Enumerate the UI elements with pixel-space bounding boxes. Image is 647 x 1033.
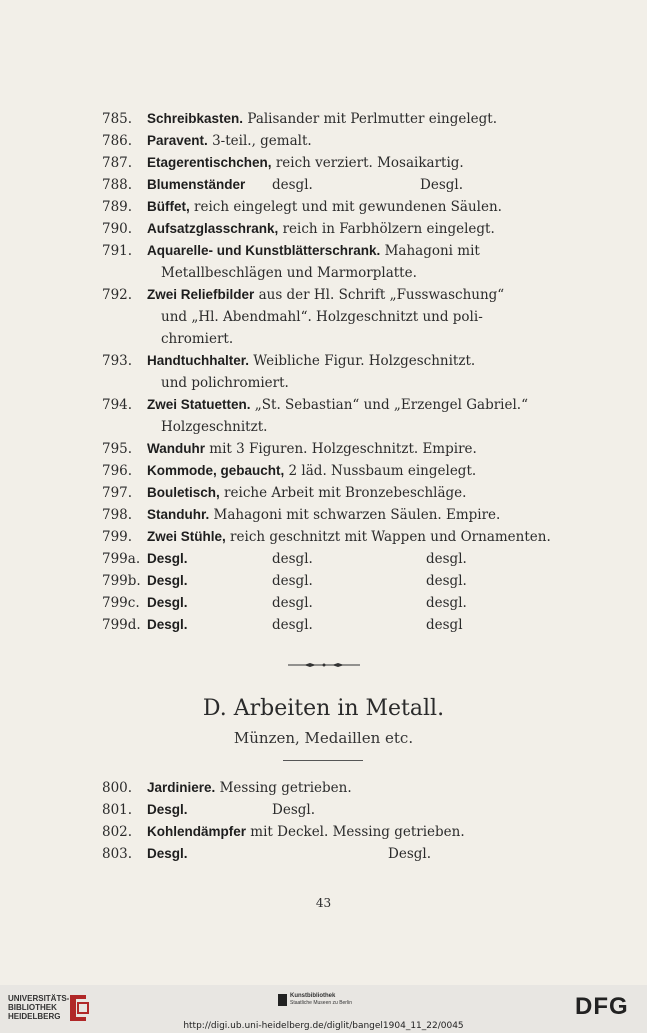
entry-description: aus der Hl. Schrift „Fusswaschung“ [254, 287, 505, 303]
entry-description: Mahagoni mit schwarzen Säulen. Empire. [209, 507, 501, 523]
ornament-divider [288, 662, 360, 668]
entry-description: 3-teil., gemalt. [207, 133, 312, 149]
entry-title: Etagerentischchen, [147, 155, 272, 170]
entry-text [147, 240, 552, 262]
entry-number: 800. [102, 780, 133, 796]
entry-description: Messing getrieben. [215, 780, 352, 796]
dfg-logo[interactable]: DFG [575, 993, 629, 1020]
entry-title: Blumenständer [147, 177, 246, 192]
entry-number: 803. [102, 846, 133, 862]
entry-text [147, 526, 552, 548]
entry-description: reich eingelegt und mit gewundenen Säulen. [189, 199, 502, 215]
entry-title: Büffet, [147, 199, 190, 214]
entry-number: 793. [102, 353, 133, 369]
entry-list-metal [102, 777, 552, 865]
entry-title: Desgl. [147, 595, 188, 610]
entry-description: 2 läd. Nussbaum eingelegt. [284, 463, 477, 479]
entry-text [147, 482, 552, 504]
entry-title: Desgl. [147, 617, 188, 632]
entry-title: Desgl. [147, 551, 188, 566]
entry-description: reich verziert. Mosaikartig. [271, 155, 464, 171]
entry-number: 799c. [102, 595, 140, 611]
entry-continuation: Holzgeschnitzt. [161, 419, 268, 435]
entry-number: 790. [102, 221, 133, 237]
entry-continuation: Metallbeschlägen und Marmorplatte. [161, 265, 417, 281]
catalog-entry [102, 548, 552, 570]
catalog-entry [102, 240, 552, 262]
entry-text [147, 174, 552, 196]
kb-logo-title: Kunstbibliothek [290, 993, 336, 999]
entry-number: 799. [102, 529, 133, 545]
catalog-entry [102, 108, 552, 130]
catalog-entry [102, 152, 552, 174]
page-number: 43 [315, 896, 332, 910]
entry-number: 794. [102, 397, 133, 413]
entry-text [147, 196, 552, 218]
ub-logo-line: UNIVERSITÄTS- [8, 994, 70, 1003]
ub-logo-line: HEIDELBERG [8, 1012, 61, 1021]
catalog-entry [102, 438, 552, 460]
ub-logo-line: BIBLIOTHEK [8, 1003, 57, 1012]
entry-title: Desgl. [147, 846, 188, 861]
kb-logo-subtitle: Staatliche Museen zu Berlin [290, 1000, 352, 1006]
entry-text [147, 218, 552, 240]
entry-title: Paravent. [147, 133, 208, 148]
entry-title: Standuhr. [147, 507, 210, 522]
entry-number: 799b. [102, 573, 141, 589]
entry-number: 798. [102, 507, 133, 523]
entry-number: 792. [102, 287, 133, 303]
entry-text [147, 799, 552, 821]
entry-number: 799d. [102, 617, 141, 633]
entry-number: 789. [102, 199, 133, 215]
entry-number: 802. [102, 824, 133, 840]
section-rule [283, 760, 363, 761]
entry-title: Aquarelle- und Kunstblätterschrank. [147, 243, 381, 258]
kunstbibliothek-icon [278, 994, 287, 1006]
entry-text [147, 108, 552, 130]
ditto-column-1: desgl. [272, 551, 313, 567]
entry-text [147, 130, 552, 152]
catalog-entry [102, 130, 552, 152]
ditto-column-1: desgl. [272, 177, 313, 193]
ditto-column-2: desgl. [426, 551, 467, 567]
entry-continuation: chromiert. [161, 331, 234, 347]
catalog-entry [102, 394, 552, 416]
entry-number: 788. [102, 177, 133, 193]
entry-list-furniture [102, 108, 552, 636]
entry-number: 799a. [102, 551, 141, 567]
catalog-entry [102, 592, 552, 614]
catalog-entry [102, 284, 552, 306]
ditto-column-2: desgl. [426, 573, 467, 589]
entry-title: Handtuchhalter. [147, 353, 250, 368]
entry-title: Aufsatzglasschrank, [147, 221, 279, 236]
catalog-entry [102, 570, 552, 592]
section-subtitle: Münzen, Medaillen etc. [233, 729, 414, 747]
entry-text [147, 394, 552, 416]
entry-text [147, 821, 552, 843]
catalog-entry [102, 843, 552, 865]
catalog-entry [102, 777, 552, 799]
entry-title: Bouletisch, [147, 485, 220, 500]
entry-description: mit 3 Figuren. Holzgeschnitzt. Empire. [205, 441, 477, 457]
entry-number: 801. [102, 802, 133, 818]
entry-text [147, 614, 552, 636]
ditto-column-2: desgl. [426, 595, 467, 611]
entry-title: Kommode, gebaucht, [147, 463, 285, 478]
entry-title: Zwei Reliefbilder [147, 287, 255, 302]
entry-title: Wanduhr [147, 441, 205, 456]
catalog-entry [102, 482, 552, 504]
catalog-entry [102, 614, 552, 636]
entry-title: Jardiniere. [147, 780, 216, 795]
entry-text [147, 504, 552, 526]
entry-continuation: und „Hl. Abendmahl“. Holzgeschnitzt und poli- [161, 309, 483, 325]
entry-description: mit Deckel. Messing getrieben. [246, 824, 465, 840]
entry-title: Schreibkasten. [147, 111, 244, 126]
entry-text [147, 460, 552, 482]
ditto-column-1: desgl. [272, 573, 313, 589]
entry-text [147, 284, 552, 306]
section-title: D. Arbeiten in Metall. [202, 696, 445, 721]
catalog-entry [102, 350, 552, 372]
entry-text [147, 548, 552, 570]
entry-description: Weibliche Figur. Holzgeschnitzt. [249, 353, 476, 369]
entry-title: Zwei Stühle, [147, 529, 226, 544]
entry-number: 785. [102, 111, 133, 127]
catalog-entry [102, 196, 552, 218]
entry-number: 797. [102, 485, 133, 501]
entry-description: Palisander mit Perlmutter eingelegt. [243, 111, 497, 127]
entry-text [147, 152, 552, 174]
kunstbibliothek-logo[interactable] [290, 993, 352, 1007]
entry-continuation: und polichromiert. [161, 375, 289, 391]
entry-description: Mahagoni mit [380, 243, 480, 259]
entry-text [147, 843, 552, 865]
entry-number: 787. [102, 155, 133, 171]
catalog-entry [102, 526, 552, 548]
entry-description: reich geschnitzt mit Wappen und Ornamenten. [225, 529, 551, 545]
catalog-entry [102, 821, 552, 843]
entry-description: reich in Farbhölzern eingelegt. [278, 221, 495, 237]
entry-title: Desgl. [147, 802, 188, 817]
catalog-entry [102, 218, 552, 240]
catalog-entry [102, 799, 552, 821]
ditto-column-2: Desgl. [388, 846, 431, 862]
entry-description: „St. Sebastian“ und „Erzengel Gabriel.“ [250, 397, 528, 413]
catalog-entry [102, 460, 552, 482]
entry-text [147, 592, 552, 614]
entry-title: Desgl. [147, 573, 188, 588]
ditto-column-1: desgl. [272, 617, 313, 633]
ditto-column-2: Desgl. [420, 177, 463, 193]
entry-number: 791. [102, 243, 133, 259]
ditto-column-2: desgl [426, 617, 463, 633]
catalog-entry [102, 174, 552, 196]
entry-number: 795. [102, 441, 133, 457]
entry-text [147, 777, 552, 799]
entry-title: Kohlendämpfer [147, 824, 247, 839]
entry-number: 786. [102, 133, 133, 149]
entry-text [147, 438, 552, 460]
ditto-column-1: desgl. [272, 595, 313, 611]
entry-title: Zwei Statuetten. [147, 397, 251, 412]
catalog-entry [102, 504, 552, 526]
entry-description: reiche Arbeit mit Bronzebeschläge. [219, 485, 467, 501]
entry-text [147, 350, 552, 372]
ditto-column-1: Desgl. [272, 802, 315, 818]
entry-text [147, 570, 552, 592]
ub-heidelberg-logo[interactable] [8, 994, 69, 1021]
ub-heidelberg-emblem-icon [66, 993, 92, 1023]
source-url[interactable]: http://digi.ub.uni-heidelberg.de/diglit/bangel1904_11_22/0045 [183, 1021, 464, 1031]
entry-number: 796. [102, 463, 133, 479]
